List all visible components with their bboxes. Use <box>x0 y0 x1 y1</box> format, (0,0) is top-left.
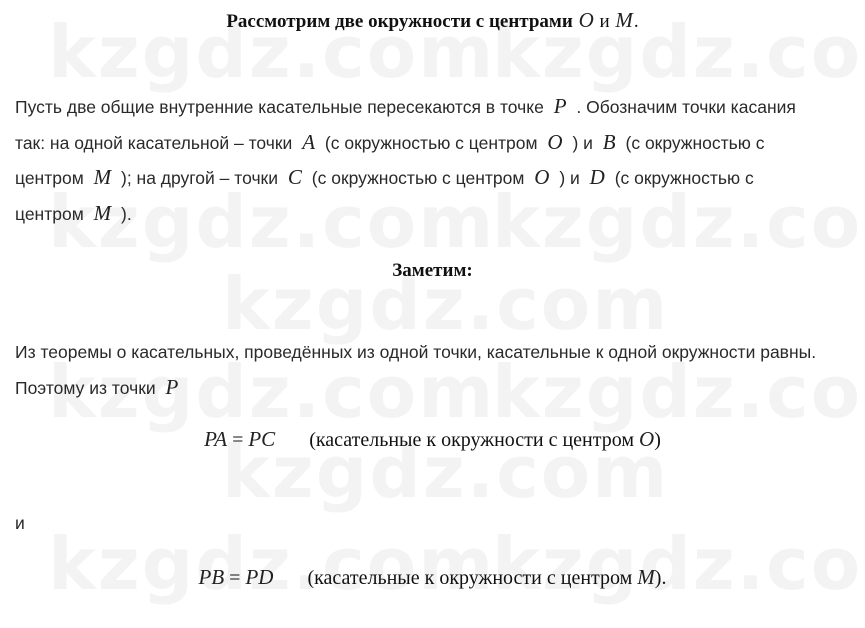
text: (с окружностью с центром <box>324 132 538 153</box>
eq-note-close: ). <box>654 567 667 589</box>
eq-rhs: PC <box>248 427 276 451</box>
text: (с окружностью с центром <box>311 168 525 188</box>
paragraph-theorem <box>15 335 860 405</box>
paragraph-line: Из теоремы о касательных, проведённых из одной точки, касательные к одной окружности равны. <box>15 342 817 362</box>
eq-lhs: PB <box>198 565 225 589</box>
text: Пусть две общие внутренние касательные пересекаются в точке <box>15 97 544 117</box>
text: центром <box>15 203 84 224</box>
equation-pa-pc <box>0 427 865 452</box>
paragraph-setup <box>15 89 860 231</box>
eq-op: = <box>232 429 244 451</box>
text: Поэтому из точки <box>15 377 156 398</box>
var-P: P <box>165 374 179 399</box>
paragraph-line <box>15 196 860 232</box>
heading-conj: и <box>599 11 610 32</box>
var-O: O <box>547 129 563 154</box>
var-A: A <box>302 129 316 154</box>
var-D: D <box>589 165 605 189</box>
text: центром <box>15 168 84 188</box>
var-O: O <box>534 165 550 189</box>
eq-rhs: PD <box>245 565 274 589</box>
conjunction-and: и <box>15 513 25 533</box>
var-O: O <box>639 427 655 451</box>
text: (с окружностью с <box>625 132 765 153</box>
heading-intro <box>0 8 865 33</box>
equation-pb-pd <box>0 565 865 590</box>
text: . Обозначим точки касания <box>576 97 796 117</box>
var-M: M <box>637 565 655 589</box>
eq-note-close: ) <box>654 429 661 451</box>
heading-end: . <box>633 11 639 32</box>
var-B: B <box>602 129 616 154</box>
text: (с окружностью с <box>614 168 754 188</box>
paragraph-line <box>15 370 860 406</box>
text: ) и <box>559 168 580 188</box>
heading-intro-text: Рассмотрим две окружности с центрами <box>226 11 573 32</box>
eq-note: (касательные к окружности с центром <box>307 567 633 589</box>
heading-note: Заметим: <box>392 260 473 281</box>
paragraph-line <box>15 160 860 196</box>
paragraph-line <box>15 125 860 161</box>
text: так: на одной касательной – точки <box>15 132 293 153</box>
var-M: M <box>93 165 112 189</box>
text: ). <box>121 203 132 224</box>
text: ) и <box>572 132 593 153</box>
var-M: M <box>93 200 112 225</box>
paragraph-line <box>15 89 860 125</box>
eq-note: (касательные к окружности с центром <box>309 429 635 451</box>
text: ); на другой – точки <box>121 168 278 188</box>
var-C: C <box>287 165 302 189</box>
var-P: P <box>553 94 567 118</box>
var-O: O <box>578 8 594 32</box>
var-M: M <box>615 8 633 32</box>
eq-lhs: PA <box>204 427 228 451</box>
eq-op: = <box>229 567 241 589</box>
